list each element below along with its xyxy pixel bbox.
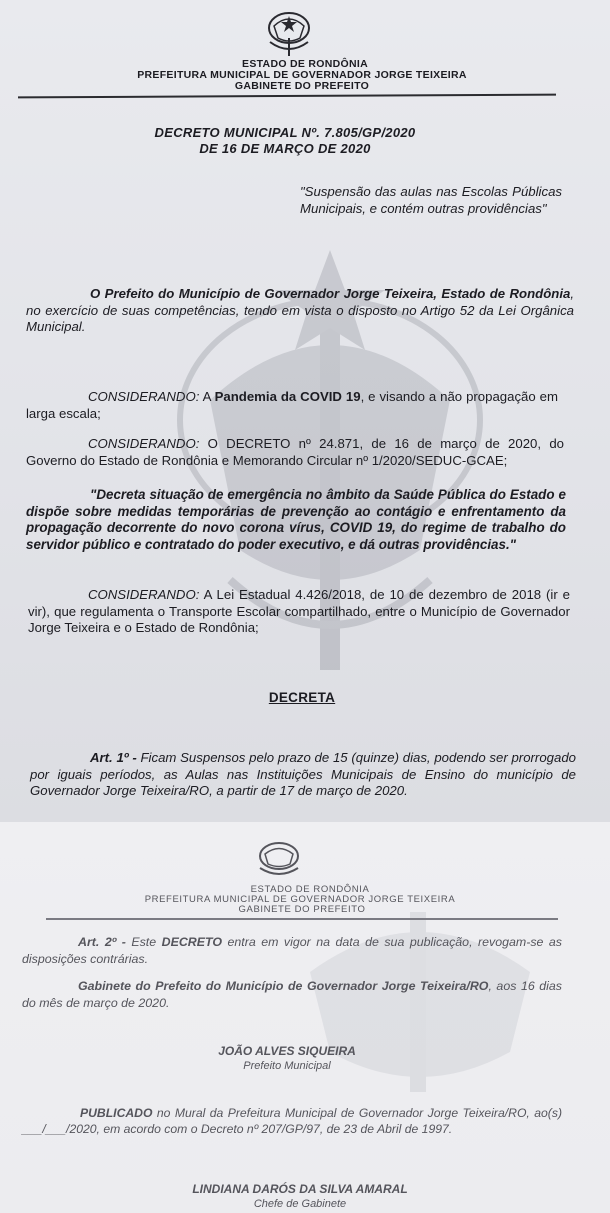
considerando-3-text: A Lei Estadual 4.426/2018, de 10 de dezembro de 2018 (ir e vir), que regulamenta o Transporte Escolar compartilhado, entre o Município de Governador Jorge Teixeira e o Estado de Rondônia;	[28, 587, 570, 635]
header-state: ESTADO DE RONDÔNIA	[250, 884, 370, 895]
considerando-1-bold: Pandemia da COVID 19	[214, 389, 361, 404]
signer-1-role: Prefeito Municipal	[243, 1060, 331, 1072]
article-1	[30, 750, 576, 800]
considerando-1-pre: A	[199, 389, 215, 404]
coat-of-arms-icon	[262, 8, 316, 58]
publication-text: no Mural da Prefeitura Municipal de Governador Jorge Teixeira/RO, ao(s) ___/___/2020, em acordo com o Decreto nº 207/GP/97, de 23 de Abril de 1997.	[22, 1106, 562, 1136]
decree-number: DECRETO MUNICIPAL Nº. 7.805/GP/2020	[154, 125, 416, 140]
article-2-text: entra em vigor na data de sua publicação, revogam-se as disposições contrárias.	[22, 935, 562, 966]
coat-of-arms-icon	[254, 840, 304, 878]
closing-paragraph	[22, 978, 562, 1011]
considerando-3	[28, 587, 570, 637]
signer-1-name: JOÃO ALVES SIQUEIRA	[218, 1044, 356, 1058]
article-2-label: Art. 2º -	[78, 935, 126, 949]
article-1-text: Ficam Suspensos pelo prazo de 15 (quinze) dias, podendo ser prorrogado por iguais períodos, as Aulas nas Instituições Municipais de Ensino do município de Governador Jorge Teixeira/RO, a partir de 17 de março de 2020.	[30, 750, 576, 798]
ementa: "Suspensão das aulas nas Escolas Públicas Municipais, e contém outras providências"	[300, 184, 562, 216]
considerando-3-label: CONSIDERANDO:	[88, 587, 200, 602]
signer-2-role: Chefe de Gabinete	[253, 1198, 347, 1210]
article-2	[22, 934, 562, 967]
header-divider	[18, 94, 556, 99]
considerando-1-label: CONSIDERANDO:	[88, 389, 200, 404]
article-2-pre: Este	[125, 935, 162, 949]
considerando-1	[26, 389, 558, 422]
signer-2-name: LINDIANA DARÓS DA SILVA AMARAL	[192, 1182, 408, 1196]
considerando-2-text: O DECRETO nº 24.871, de 16 de março de 2020, do Governo do Estado de Rondônia e Memorando Circular nº 1/2020/SEDUC-GCAE;	[26, 436, 564, 468]
preamble	[26, 286, 574, 336]
closing-rest: , aos 16 dias do mês de março de 2020.	[22, 979, 563, 1010]
considerando-2-label: CONSIDERANDO:	[88, 436, 200, 451]
header-state: ESTADO DE RONDÔNIA	[242, 58, 368, 70]
header-divider	[46, 918, 558, 920]
article-2-bold: DECRETO	[161, 935, 222, 949]
header-office: GABINETE DO PREFEITO	[238, 904, 366, 915]
header-prefecture: PREFEITURA MUNICIPAL DE GOVERNADOR JORGE TEIXEIRA	[137, 69, 467, 81]
closing-bold: Gabinete do Prefeito do Município de Governador Jorge Teixeira/RO	[78, 979, 489, 993]
preamble-rest: , no exercício de suas competências, tendo em vista o disposto no Artigo 52 da Lei Orgânica Municipal.	[26, 286, 574, 334]
considerando-1-rest: , e visando a não propagação em larga escala;	[26, 389, 558, 421]
document-page-2	[0, 822, 610, 1213]
considerando-2	[26, 436, 564, 469]
publication-note	[22, 1106, 562, 1137]
publication-bold: PUBLICADO	[80, 1106, 153, 1120]
article-1-label: Art. 1º -	[90, 750, 137, 765]
decreta-heading: DECRETA	[268, 690, 336, 705]
header-prefecture: PREFEITURA MUNICIPAL DE GOVERNADOR JORGE TEIXEIRA	[144, 894, 456, 905]
preamble-bold: O Prefeito do Município de Governador Jorge Teixeira, Estado de Rondônia	[90, 286, 571, 301]
header-office: GABINETE DO PREFEITO	[234, 80, 370, 92]
quoted-decree-text: "Decreta situação de emergência no âmbito da Saúde Pública do Estado e dispõe sobre medidas temporárias de prevenção ao contágio e enfrentamento da propagação decorrente do novo corona vírus, COVID 19, do regime de trabalho do servidor público e contratado do poder executivo, e dá outras providências."	[26, 487, 566, 552]
decree-date: DE 16 DE MARÇO DE 2020	[199, 141, 371, 156]
